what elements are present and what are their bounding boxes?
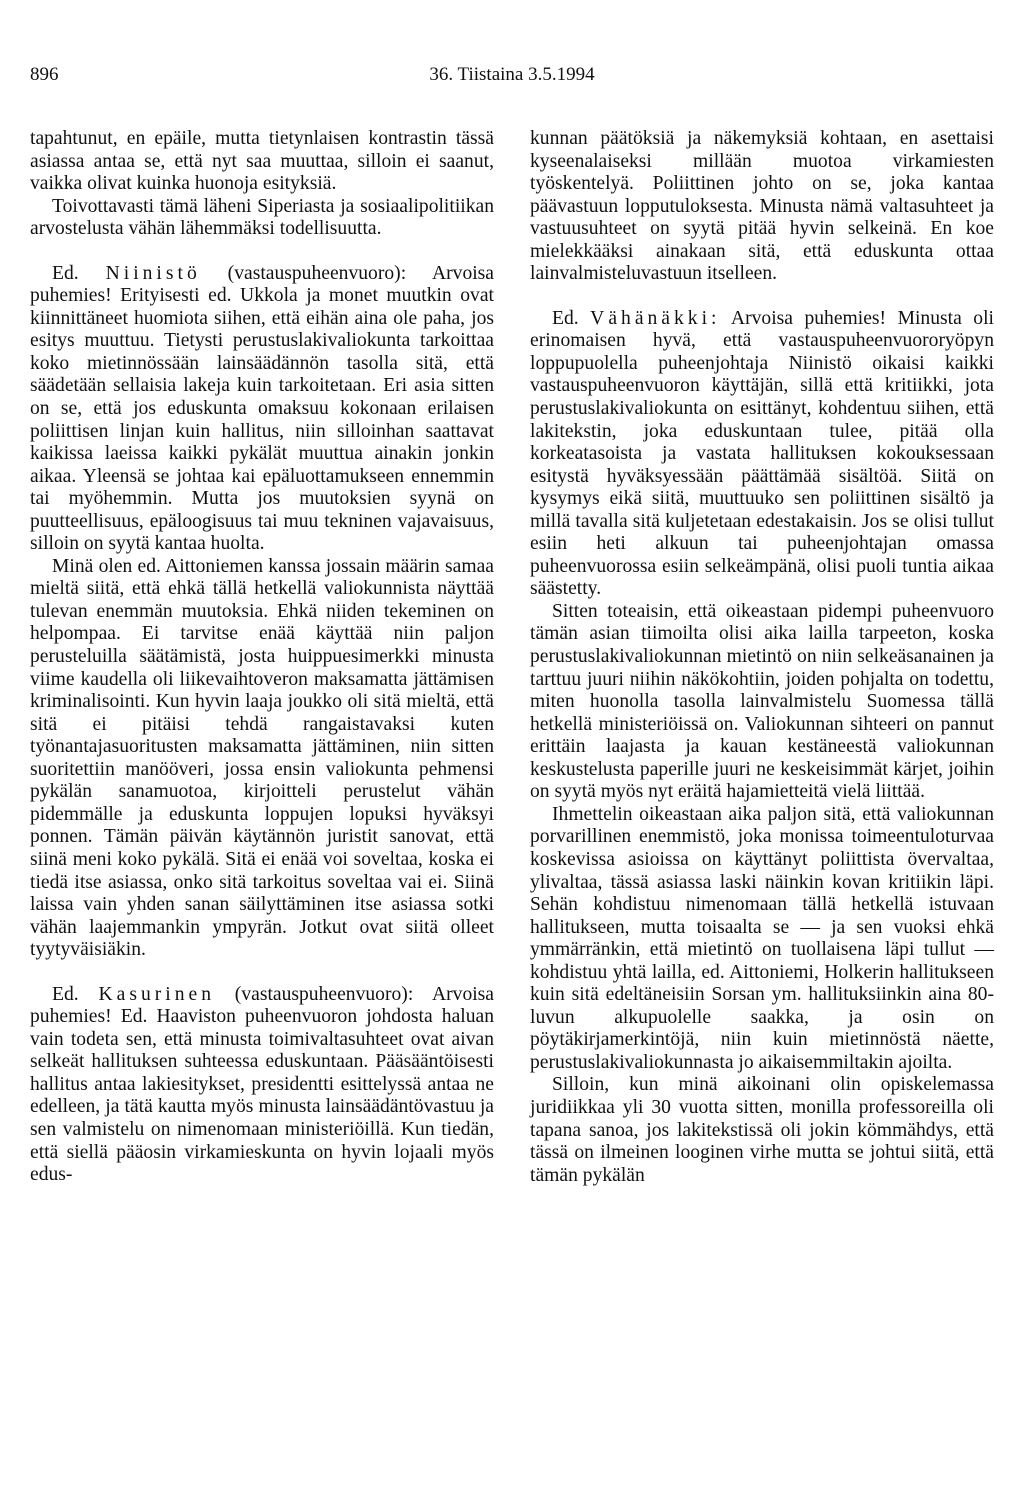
- speaker-prefix: Ed.: [552, 307, 579, 329]
- paragraph: tapahtunut, en epäile, mutta tietynlaisen kontrastin tässä asiassa antaa se, että nyt saa muuttaa, silloin ei saanut, vaikka olivat kuinka huonoja esityksiä.: [30, 128, 494, 195]
- speaker-prefix: Ed.: [52, 262, 79, 284]
- speech-text: (vastauspuheenvuoro): Arvoisa puhemies! Erityisesti ed. Ukkola ja monet muutkin ovat kiinnittäneet huomiota siihen, että eihän aina ole paha, jos esitys muuttuu. Tietysti perustuslakivaliokunta tarkoittaa koko mietinnössään lainsäädännön tasolla sitä, että säädetään sellaisia lakeja kuin tarkoitetaan. Eri asia sitten on se, että jos eduskunta omaksuu kokonaan erilaisen poliittisen linjan kuin hallitus, niin silloinhan saattavat kaikissa laeissa kaikki pykälät muuttua ainakin jonkin aikaa. Yleensä se johtaa kai epäluottamukseen ennemmin tai myöhemmin. Mutta jos muutoksien syynä on puutteellisuus, epäloogisuus tai muu tekninen vajavaisuus, silloin on syytä kantaa huolta.: [30, 262, 495, 555]
- paragraph: Sitten toteaisin, että oikeastaan pidempi puheenvuoro tämän asian tiimoilta olisi aika lailla tarpeeton, koska perustuslakivaliokunnan mietintö on niin selkeäsanainen ja tarttuu juuri niihin näkökohtiin, joiden pohjalta on todettu, miten huonolla tasolla lainvalmistelu Suomessa tällä hetkellä ministeriöissä on. Valiokunnan sihteeri on pannut erittäin laajasta ja kauan kestäneestä valiokunnan keskustelusta paperille juuri ne keskeisimmät kärjet, joihin on syytä myös nyt eräitä hajamietteitä vielä liittää.: [530, 600, 994, 803]
- speech-text: (vastauspuheenvuoro): Arvoisa puhemies! Ed. Haaviston puheenvuoron johdosta haluan vain todeta sen, että minusta toimivaltasuhteet ovat aivan selkeät hallituksen suhteessa eduskuntaan. Pääsääntöisesti hallitus antaa lakiesitykset, presidentti esittelyssä antaa ne edelleen, ja tätä kautta myös minusta lainsäädäntövastuu ja sen valmistelu on nimenomaan ministeriöillä. Kun tiedän, että siellä pääosin virkamieskunta on hyvin lojaali myös edus-: [30, 983, 495, 1186]
- paragraph: Ihmettelin oikeastaan aika paljon sitä, että valiokunnan porvarillinen enemmistö, joka monissa toimeentuloturvaa koskevissa asioissa on käyttänyt poliittista övervaltaa, ylivaltaa, tässä asiassa laski näinkin kovan kritiikin läpi. Sehän kohdistuu nimenomaan tällä hetkellä istuvaan hallitukseen, mutta toisaalta se — ja sen vuoksi ehkä ymmärränkin, että mietintö on tuollaisena läpi tullut — kohdistuu yhtä lailla, ed. Aittoniemi, Holkerin hallitukseen kuin sitä edeltäneisiin Sorsan ym. hallituksiinkin aina 80-luvun alkupuolelle saakka, ja osin on pöytäkirjamerkintöjä, niin kuin mietinnöstä näette, perustuslakivaliokunnasta jo aikaisemmiltakin ajoilta.: [530, 803, 994, 1073]
- running-head: 36. Tiistaina 3.5.1994: [429, 64, 595, 85]
- page-header: [30, 64, 994, 92]
- paragraph: Minä olen ed. Aittoniemen kanssa jossain määrin samaa mieltä siitä, että ehkä tällä hetkellä valiokunnista näyttää tulevan enemmän muutoksia. Ehkä niiden tekeminen on helpompaa. Ei tarvitse enää käyttää niin paljon perusteluilla säätämistä, josta huippuesimerkki minusta viime kaudella oli liikevaihtoveron maksamatta jättämisen kriminalisointi. Kun hyvin laaja joukko oli sitä mieltä, että sitä ei pitäisi tehdä rangaistavaksi kuten työnantajasuoritusten maksamatta jättäminen, niin sitten suoritettiin manööveri, jossa ensin valiokunta pehmensi pykälän sanamuotoa, kirjoitteli perustelut vähän pidemmälle ja eduskunta loppujen lopuksi hyväksyi ponnen. Tämän päivän käytännön juristit sanovat, että siinä meni koko pykälä. Sitä ei enää voi soveltaa, koska ei tiedä itse asiassa, onko sitä tarkoitus soveltaa vai ei. Siinä laissa vain yhden sanan säilyttäminen itse asiassa sotki vähän laajemmankin ympyrän. Jotkut ovat siitä olleet tyytyväisiäkin.: [30, 555, 494, 961]
- speech-vahanakki: [530, 308, 994, 601]
- page-number: 896: [30, 64, 59, 85]
- speaker-prefix: Ed.: [52, 983, 79, 1005]
- speech-text: Arvoisa puhemies! Minusta oli erinomaisen hyvä, että vastauspuheenvuororyöpyn loppupuolella puheenjohtaja Niinistö oikaisi kaikki vastauspuheenvuoron käyttäjän, sillä että kritiikki, jota perustuslakivaliokunta on esittänyt, kohdentuu siihen, että lakitekstin, joka eduskuntaan tulee, pitää olla korkeatasoista ja vastata hallituksen kokouksessaan esitystä hyväksyessään päättämää sisältöä. Siitä on kysymys eikä siitä, muuttuuko sen poliittinen sisältö ja millä tavalla sitä kuljetetaan edestakaisin. Jos se olisi tullut esiin heti alkuun tai puheenjohtajan omassa puheenvuorossa esiin selkeämpänä, olisi puoli tuntia aikaa säästetty.: [530, 307, 994, 600]
- speaker-name: Kasurinen: [98, 983, 215, 1005]
- paragraph: kunnan päätöksiä ja näkemyksiä kohtaan, en asettaisi kyseenalaiseksi millään muotoa virkamiesten työskentelyä. Poliittinen johto on se, joka kantaa päävastuun lopputuloksesta. Minusta nämä valtasuhteet ja vastuusuhteet on syytä pitää hyvin selkeinä. En koe mielekkääksi ainakaan sitä, että eduskunta ottaa lainvalmisteluvastuun itselleen.: [530, 128, 994, 285]
- paragraph: Silloin, kun minä aikoinani olin opiskelemassa juridiikkaa yli 30 vuotta sitten, monilla professoreilla oli tapana sanoa, jos lakitekstissä oli jokin kömmähdys, että tässä on ilmeinen looginen virhe mutta se johtui siitä, että tämän pykälän: [530, 1074, 994, 1186]
- right-column: [530, 128, 994, 1187]
- paragraph: Toivottavasti tämä läheni Siperiasta ja sosiaalipolitiikan arvostelusta vähän lähemmäksi todellisuutta.: [30, 195, 494, 240]
- speech-kasurinen: [30, 984, 494, 1187]
- speaker-name: Vähänäkki:: [590, 307, 721, 329]
- left-column: [30, 128, 494, 1187]
- speech-niinisto: [30, 263, 494, 556]
- speaker-name: Niinistö: [105, 262, 201, 284]
